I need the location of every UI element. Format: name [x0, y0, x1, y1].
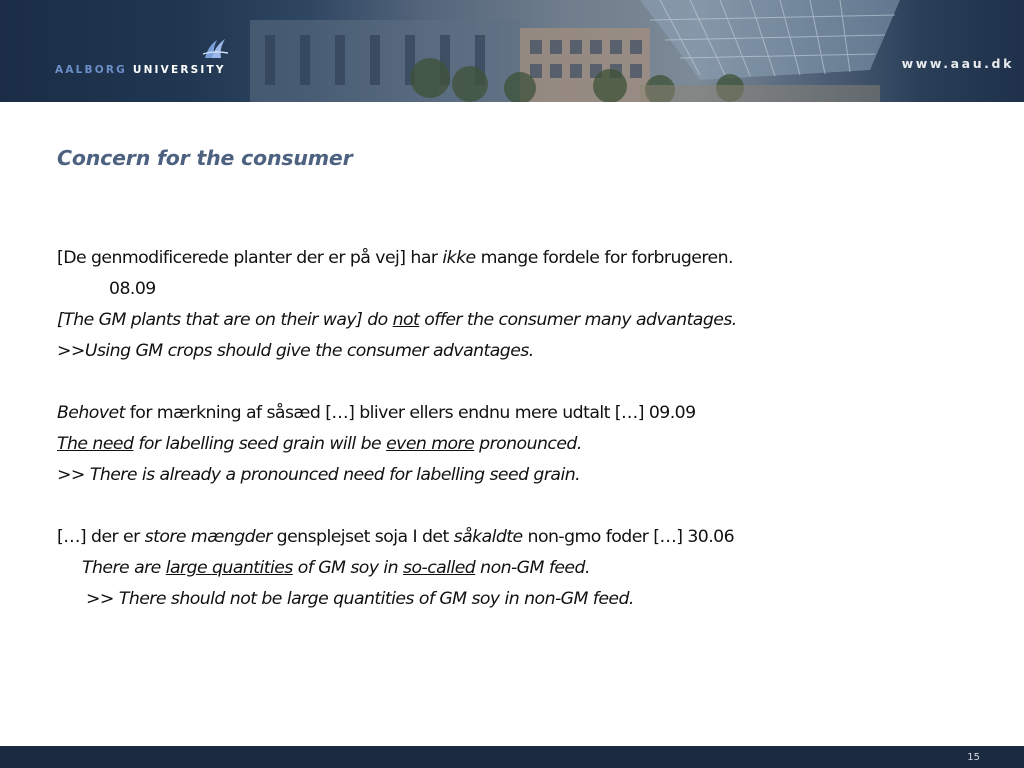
text-run: Using GM crops should give the consumer advantages. [84, 341, 534, 361]
underlined-so-called: so-called [403, 558, 476, 578]
block2-danish-line [57, 398, 997, 429]
text-run: […] der er [57, 527, 145, 547]
underlined-even-more: even more [386, 434, 475, 454]
header-banner [0, 0, 1024, 102]
aau-logo-icon [201, 36, 229, 60]
campus-building-photo [0, 0, 1024, 102]
text-run: gensplejset soja I det [271, 527, 454, 547]
underlined-large-quantities: large quantities [165, 558, 293, 578]
text-run: There should not be large quantities of GM soy in non-GM feed. [113, 589, 634, 609]
text-run: of GM soy in [292, 558, 404, 578]
block3-danish-line [57, 522, 997, 553]
underlined-the-need: The need [57, 434, 134, 454]
block3-reframe-line [57, 584, 997, 615]
logo-university: UNIVERSITY [126, 64, 226, 76]
text-run: non-gmo foder […] 30.06 [522, 527, 735, 547]
text-run: [The GM plants that are on their way] do [57, 310, 393, 330]
arrow-marker: >> [57, 341, 85, 361]
text-run: mange fordele for forbrugeren. [475, 248, 733, 268]
block3-english-line [57, 553, 997, 584]
text-run: There are [82, 558, 166, 578]
page-number: 15 [967, 752, 980, 763]
arrow-marker: >> [86, 589, 114, 609]
text-run: offer the consumer many advantages. [419, 310, 737, 330]
slide-title: Concern for the consumer [57, 146, 353, 170]
slide-body [57, 243, 997, 615]
emphasis-ikke: ikke [442, 248, 476, 268]
text-run: non-GM feed. [475, 558, 590, 578]
website-url: www.aau.dk [901, 56, 1014, 71]
spacer [57, 367, 997, 398]
block2-english-line [57, 429, 997, 460]
block1-reframe-line [57, 336, 997, 367]
block2-reframe-line [57, 460, 997, 491]
footer-bar [0, 746, 1024, 768]
underlined-not: not [392, 310, 420, 330]
text-run: [De genmodificerede planter der er på vej] har [57, 248, 443, 268]
logo-wordmark [55, 64, 226, 76]
block1-english-line [57, 305, 997, 336]
arrow-marker: >> [57, 465, 85, 485]
text-run: for labelling seed grain will be [133, 434, 387, 454]
text-run: for mærkning af såsæd […] bliver ellers endnu mere udtalt […] 09.09 [124, 403, 696, 423]
emphasis-behovet: Behovet [57, 403, 125, 423]
spacer [57, 491, 997, 522]
block1-danish-line [57, 243, 997, 274]
text-run: pronounced. [474, 434, 582, 454]
logo-aalborg: AALBORG [55, 64, 127, 76]
emphasis-saakaldte: såkaldte [453, 527, 523, 547]
text-run: There is already a pronounced need for labelling seed grain. [84, 465, 581, 485]
block1-date: 08.09 [109, 279, 156, 299]
emphasis-store-maengder: store mængder [144, 527, 272, 547]
